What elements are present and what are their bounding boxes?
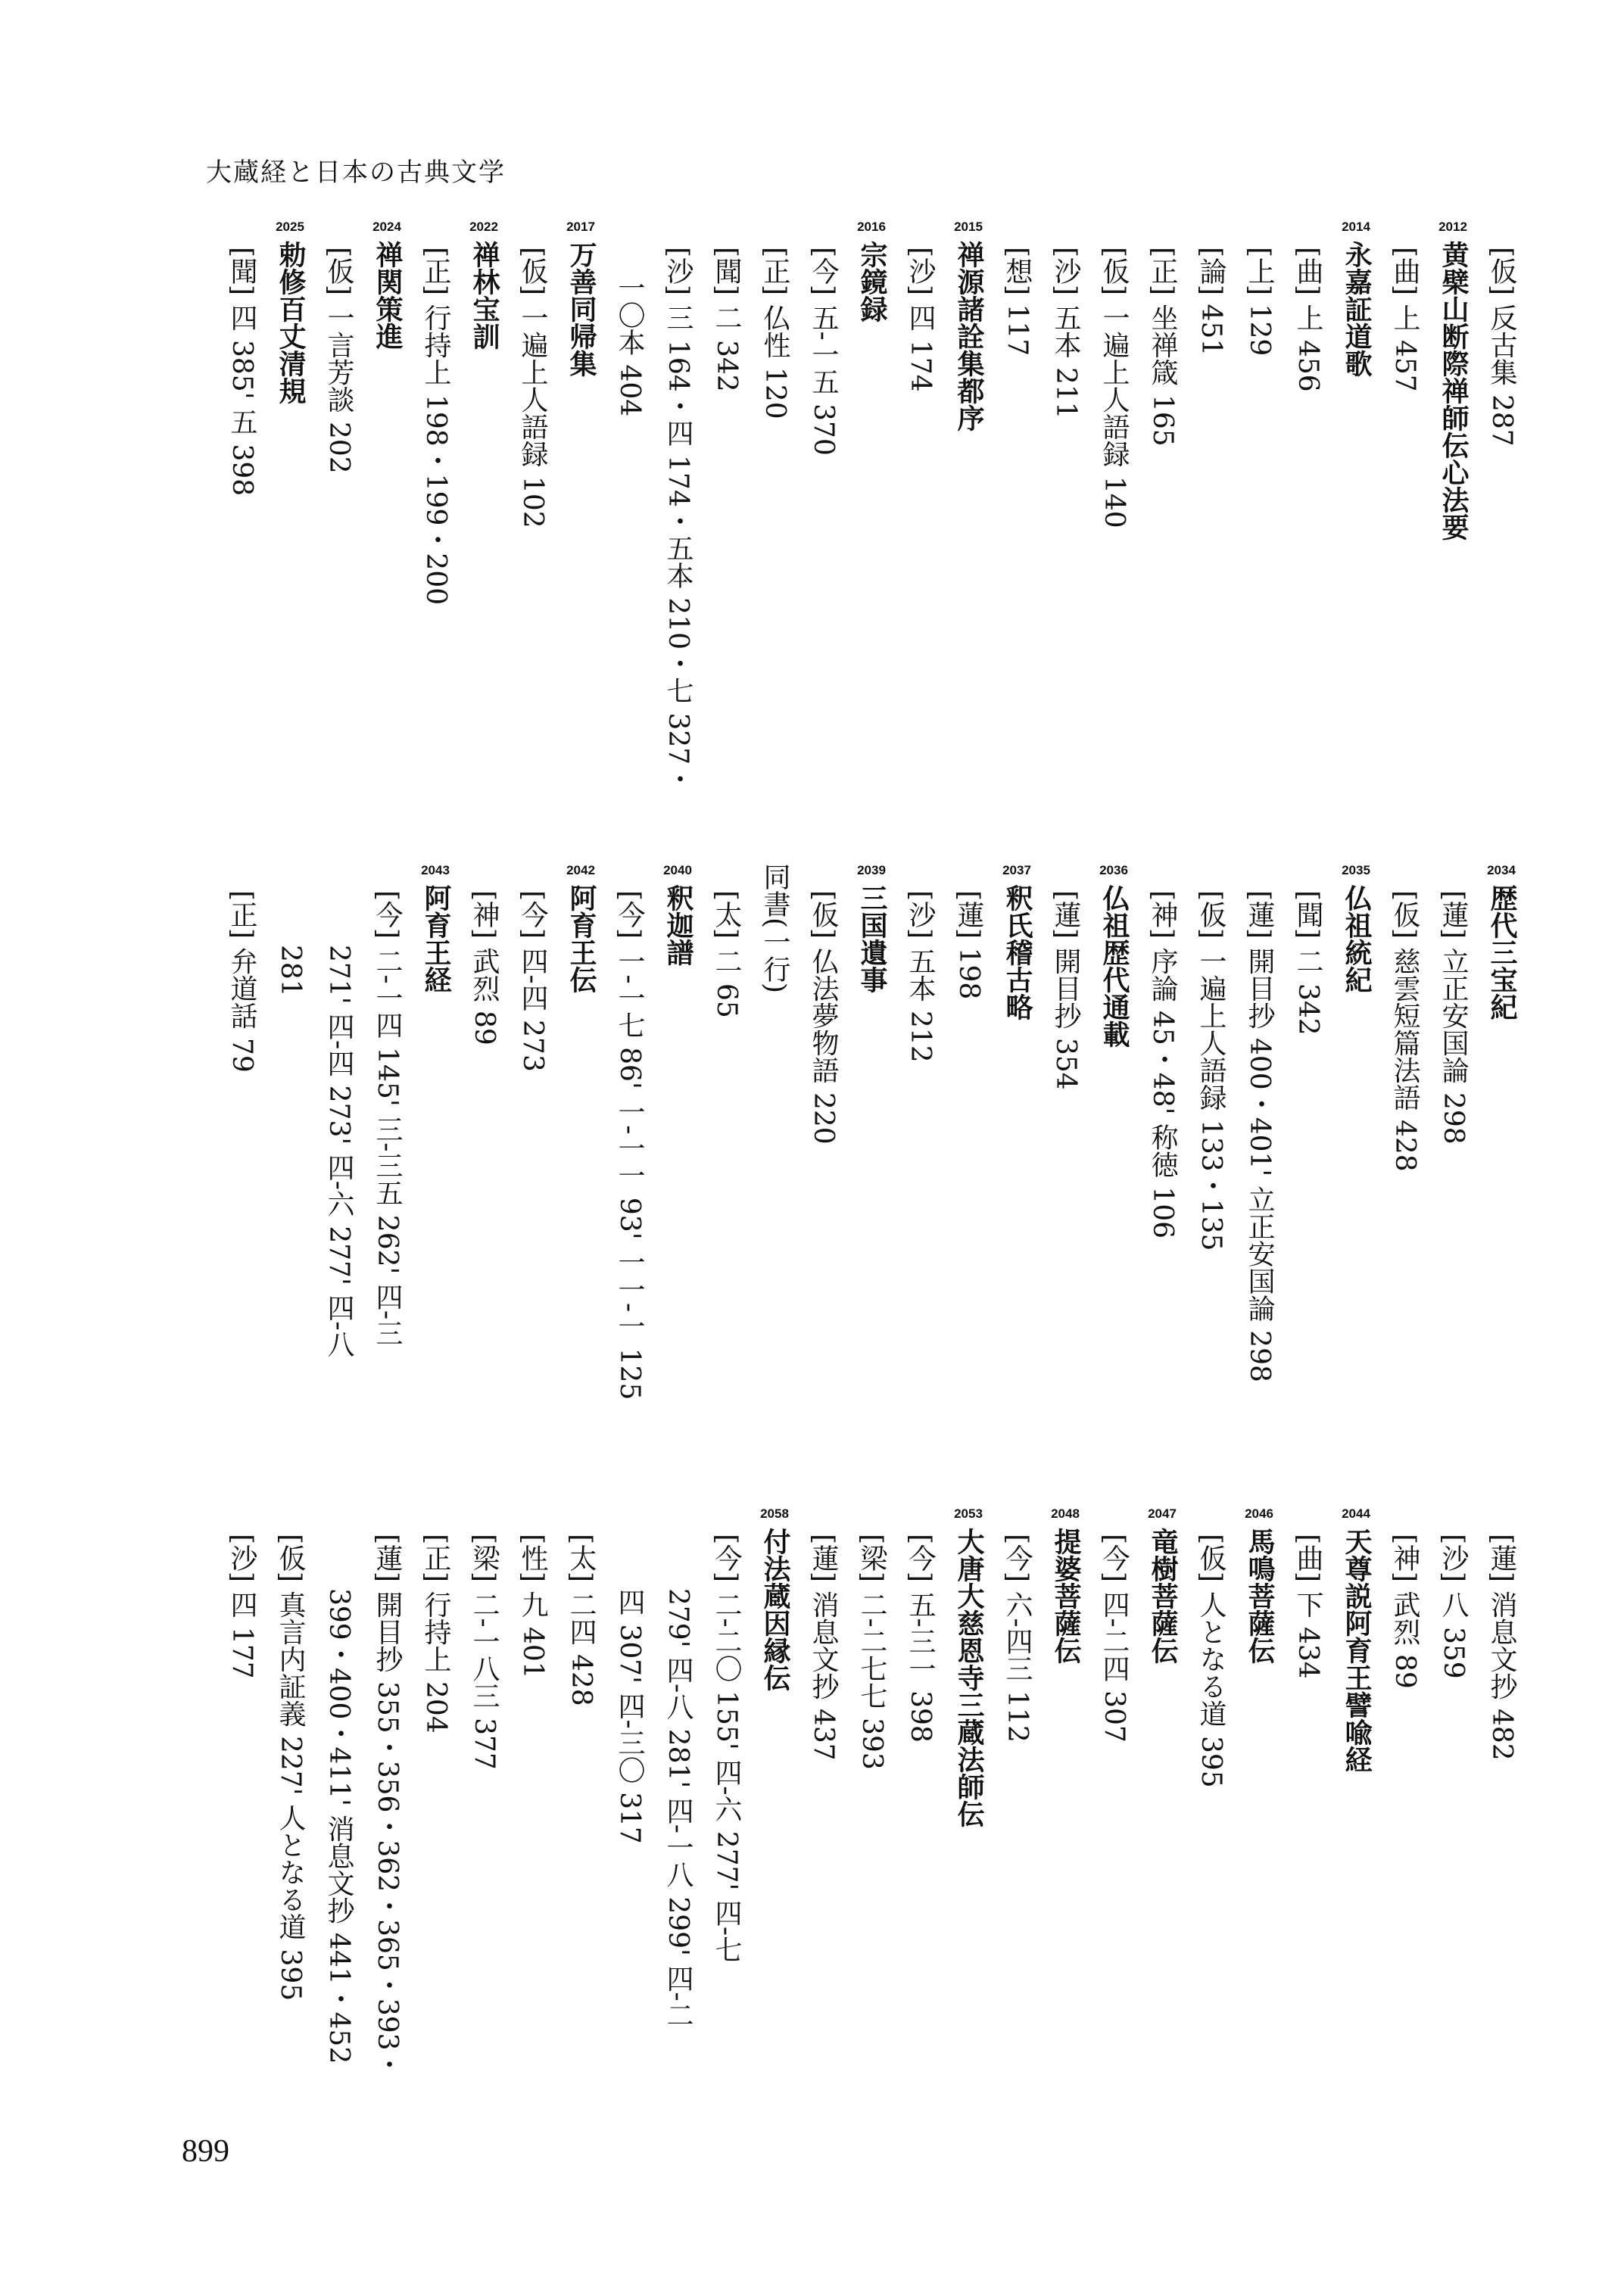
entry-text: [蓮] 開目抄 355・356・362・365・393・ — [372, 1534, 403, 2078]
entry-text: [今] 四-二四 307 — [1099, 1534, 1130, 1743]
page-number: 899 — [182, 2134, 229, 2169]
index-heading — [460, 220, 508, 825]
entry-text: [上] 129 — [1244, 247, 1275, 357]
heading-title: 黄檗山断際禅師伝心法要 — [1438, 241, 1469, 541]
heading-title: 永嘉証道歌 — [1341, 241, 1372, 377]
heading-title: 仏祖統紀 — [1341, 884, 1372, 993]
heading-title: 付法蔵因縁伝 — [759, 1528, 790, 1691]
index-heading — [1041, 1506, 1089, 2112]
entry-text: [曲] 上 457 — [1389, 247, 1420, 392]
entry-text: [蓮] 開目抄 354 — [1050, 890, 1081, 1090]
index-entry — [363, 863, 411, 1469]
index-heading — [1429, 220, 1477, 825]
index-entry — [896, 1506, 944, 2112]
entry-text: 同書(一行) — [759, 863, 790, 994]
index-entry — [508, 863, 556, 1469]
index-entry — [702, 220, 750, 825]
index-entry — [1380, 220, 1429, 825]
taisho-number: 2046 — [1245, 1506, 1273, 1521]
heading-title: 勅修百丈清規 — [275, 241, 306, 404]
taisho-number: 2047 — [1148, 1506, 1177, 1521]
index-entry — [605, 863, 653, 1469]
index-entry — [653, 1506, 702, 2112]
heading-title: 釈迦譜 — [662, 884, 694, 966]
index-entry — [266, 863, 314, 1469]
index-entry — [1138, 863, 1186, 1469]
entry-text: [沙] 五本 211 — [1050, 247, 1081, 419]
entry-text: [正] 坐禅箴 165 — [1147, 247, 1178, 447]
index-band-top — [178, 220, 1526, 825]
entry-text: [蓮] 立正安国論 298 — [1438, 890, 1469, 1145]
index-entry — [411, 1506, 460, 2112]
index-entry — [217, 1506, 266, 2112]
index-entry — [1429, 1506, 1477, 2112]
index-entry — [993, 220, 1041, 825]
entry-text: [今] 二-二〇 155' 四-六 277' 四-七 — [711, 1534, 742, 1964]
index-entry — [556, 1506, 605, 2112]
entry-text: [仮] 反古集 287 — [1486, 247, 1517, 447]
taisho-number: 2014 — [1342, 220, 1370, 234]
taisho-number: 2053 — [954, 1506, 983, 1521]
heading-title: 禅源諸詮集都序 — [953, 241, 984, 431]
entry-text: [今] 四-四 273 — [517, 890, 548, 1072]
index-heading — [266, 220, 314, 825]
entry-text: [仮] 人となる道 395 — [1195, 1534, 1227, 1788]
taisho-number: 2025 — [276, 220, 304, 234]
taisho-number: 2016 — [857, 220, 886, 234]
heading-title: 三国遺事 — [856, 884, 887, 993]
index-entry — [217, 863, 266, 1469]
index-entry — [1477, 1506, 1526, 2112]
index-entry — [460, 863, 508, 1469]
index-entry — [896, 220, 944, 825]
index-entry — [1380, 1506, 1429, 2112]
entry-text: [聞] 二 342 — [711, 247, 742, 392]
entry-text: 271' 四-四 273' 四-六 277' 四-八 — [323, 945, 354, 1358]
heading-title: 天尊説阿育王譬喩経 — [1341, 1528, 1372, 1773]
index-heading — [1332, 220, 1380, 825]
heading-title: 禅林宝訓 — [469, 241, 500, 350]
entry-text: [正] 行持上 204 — [420, 1534, 451, 1734]
index-entry — [653, 220, 702, 825]
index-entry — [896, 863, 944, 1469]
index-heading — [847, 220, 896, 825]
entry-text: [沙] 五本 212 — [905, 890, 936, 1063]
entry-text: [仮] 真言内証義 227' 人となる道 395 — [275, 1534, 306, 2002]
index-entry — [1041, 220, 1089, 825]
index-entry — [750, 220, 799, 825]
entry-text: [仮] 仏法夢物語 220 — [808, 890, 839, 1145]
entry-text: [性] 九 401 — [517, 1534, 548, 1679]
index-heading — [1235, 1506, 1283, 2112]
index-heading — [1332, 863, 1380, 1469]
index-entry — [508, 220, 556, 825]
index-entry — [266, 1506, 314, 2112]
index-entry — [799, 220, 847, 825]
entry-text: [蓮] 消息文抄 482 — [1486, 1534, 1517, 1761]
entry-text: [蓮] 開目抄 400・401' 立正安国論 298 — [1244, 890, 1275, 1382]
index-heading — [847, 863, 896, 1469]
index-entry — [508, 1506, 556, 2112]
index-heading — [944, 220, 993, 825]
entry-text: [聞] 二 342 — [1292, 890, 1323, 1036]
index-entry — [1235, 220, 1283, 825]
index-entry — [605, 1506, 653, 2112]
index-heading — [1138, 1506, 1186, 2112]
entry-text: [仮] 一遍上人語録 140 — [1099, 247, 1130, 528]
entry-text: [正] 仏性 120 — [759, 247, 790, 419]
taisho-number: 2040 — [663, 863, 692, 877]
index-entry — [1380, 863, 1429, 1469]
entry-text: [曲] 下 434 — [1292, 1534, 1323, 1679]
heading-title: 釈氏稽古略 — [1002, 884, 1033, 1020]
entry-text: [梁] 二-一八三 377 — [469, 1534, 500, 1770]
index-heading — [363, 220, 411, 825]
index-heading — [1089, 863, 1138, 1469]
entry-text: 一〇本 404 — [614, 274, 645, 417]
index-entry — [1138, 220, 1186, 825]
heading-title: 歴代三宝紀 — [1486, 884, 1517, 1020]
taisho-number: 2043 — [421, 863, 450, 877]
heading-title: 阿育王伝 — [566, 884, 597, 993]
entry-text: [今] 一-一七 86' 一-一一 93' 一一-一 125 — [614, 890, 645, 1400]
index-entry — [1089, 1506, 1138, 2112]
entry-text: [曲] 上 456 — [1292, 247, 1323, 392]
heading-title: 仏祖歴代通載 — [1099, 884, 1130, 1048]
entry-text: 四 307' 四-三〇 317 — [614, 1588, 645, 1844]
entry-text: [正] 行持上 198・199・200 — [420, 247, 451, 606]
index-entry — [314, 1506, 363, 2112]
index-entry — [702, 863, 750, 1469]
taisho-number: 2024 — [372, 220, 401, 234]
index-entry — [1477, 220, 1526, 825]
entry-text: 399・400・411' 消息文抄 441・452 — [323, 1588, 354, 2064]
heading-title: 阿育王経 — [420, 884, 451, 993]
entry-text: [仮] 一言芳談 202 — [323, 247, 354, 474]
taisho-number: 2022 — [469, 220, 498, 234]
taisho-number: 2012 — [1439, 220, 1467, 234]
index-entry — [314, 220, 363, 825]
entry-text: [沙] 三 164・四 174・五本 210・七 327・ — [662, 247, 694, 793]
entry-text: [正] 弁道話 79 — [226, 890, 257, 1073]
index-entry — [1235, 863, 1283, 1469]
entry-text: [蓮] 消息文抄 437 — [808, 1534, 839, 1761]
heading-title: 大唐大慈恩寺三蔵法師伝 — [953, 1528, 984, 1827]
index-heading — [556, 220, 605, 825]
index-heading — [750, 1506, 799, 2112]
entry-text: [沙] 八 359 — [1438, 1534, 1469, 1679]
index-entry — [1283, 1506, 1332, 2112]
index-heading — [1477, 863, 1526, 1469]
index-entry — [993, 1506, 1041, 2112]
heading-title: 提婆菩薩伝 — [1050, 1528, 1081, 1664]
entry-text: [仮] 一遍上人語録 102 — [517, 247, 548, 528]
entry-text: [今] 六-四三 112 — [1002, 1534, 1033, 1743]
index-entry — [750, 863, 799, 1469]
taisho-number: 2015 — [954, 220, 983, 234]
index-entry — [799, 1506, 847, 2112]
running-head: 大蔵経と日本の古典文学 — [206, 157, 506, 188]
heading-title: 万善同帰集 — [566, 241, 597, 377]
taisho-number: 2037 — [1002, 863, 1031, 877]
entry-text: [沙] 四 174 — [905, 247, 936, 392]
index-heading — [556, 863, 605, 1469]
entry-text: [沙] 四 177 — [226, 1534, 257, 1679]
index-band-bottom — [178, 1506, 1526, 2112]
entry-text: 279' 四-八 281' 四-一八 299' 四-二 — [662, 1588, 694, 2029]
index-entry — [460, 1506, 508, 2112]
taisho-number: 2042 — [566, 863, 595, 877]
index-entry — [411, 220, 460, 825]
index-entry — [1186, 1506, 1235, 2112]
heading-title: 竜樹菩薩伝 — [1147, 1528, 1178, 1664]
index-entry — [1089, 220, 1138, 825]
entry-text: [神] 序論 45・48' 称徳 106 — [1147, 890, 1178, 1239]
index-entry — [1283, 220, 1332, 825]
taisho-number: 2035 — [1342, 863, 1370, 877]
index-entry — [314, 863, 363, 1469]
index-entry — [605, 220, 653, 825]
index-heading — [1332, 1506, 1380, 2112]
entry-text: [仮] 一遍上人語録 133・135 — [1195, 890, 1227, 1251]
entry-text: [論] 451 — [1195, 247, 1227, 357]
heading-title: 禅関策進 — [372, 241, 403, 350]
entry-text: [今] 五-三一 398 — [905, 1534, 936, 1743]
index-entry — [363, 1506, 411, 2112]
index-entry — [217, 220, 266, 825]
entry-text: [神] 武烈 89 — [469, 890, 500, 1045]
entry-text: 281 — [275, 945, 306, 997]
taisho-number: 2017 — [566, 220, 595, 234]
index-heading — [411, 863, 460, 1469]
heading-title: 馬鳴菩薩伝 — [1244, 1528, 1275, 1664]
index-entry — [799, 863, 847, 1469]
index-entry — [944, 863, 993, 1469]
index-entry — [847, 1506, 896, 2112]
taisho-number: 2036 — [1099, 863, 1128, 877]
taisho-number: 2058 — [760, 1506, 789, 1521]
index-entry — [702, 1506, 750, 2112]
index-heading — [653, 863, 702, 1469]
entry-text: [聞] 四 385' 五 398 — [226, 247, 257, 497]
entry-text: [蓮] 198 — [953, 890, 984, 1000]
entry-text: [想] 117 — [1002, 247, 1033, 357]
entry-text: [太] 二 65 — [711, 890, 742, 1018]
heading-title: 宗鏡録 — [856, 241, 887, 322]
index-entry — [1041, 863, 1089, 1469]
entry-text: [仮] 慈雲短篇法語 428 — [1389, 890, 1420, 1172]
entry-text: [太] 二四 428 — [566, 1534, 597, 1706]
entry-text: [梁] 二-二七七 393 — [856, 1534, 887, 1770]
taisho-number: 2034 — [1487, 863, 1516, 877]
entry-text: [今] 二-一四 145' 三-三五 262' 四-三 — [372, 890, 403, 1347]
index-heading — [993, 863, 1041, 1469]
index-heading — [944, 1506, 993, 2112]
taisho-number: 2048 — [1051, 1506, 1080, 1521]
taisho-number: 2044 — [1342, 1506, 1370, 1521]
taisho-number: 2039 — [857, 863, 886, 877]
index-entry — [1283, 863, 1332, 1469]
index-entry — [1186, 863, 1235, 1469]
index-entry — [1186, 220, 1235, 825]
index-band-middle — [178, 863, 1526, 1469]
index-entry — [1429, 863, 1477, 1469]
entry-text: [神] 武烈 89 — [1389, 1534, 1420, 1689]
entry-text: [今] 五-一五 370 — [808, 247, 839, 456]
